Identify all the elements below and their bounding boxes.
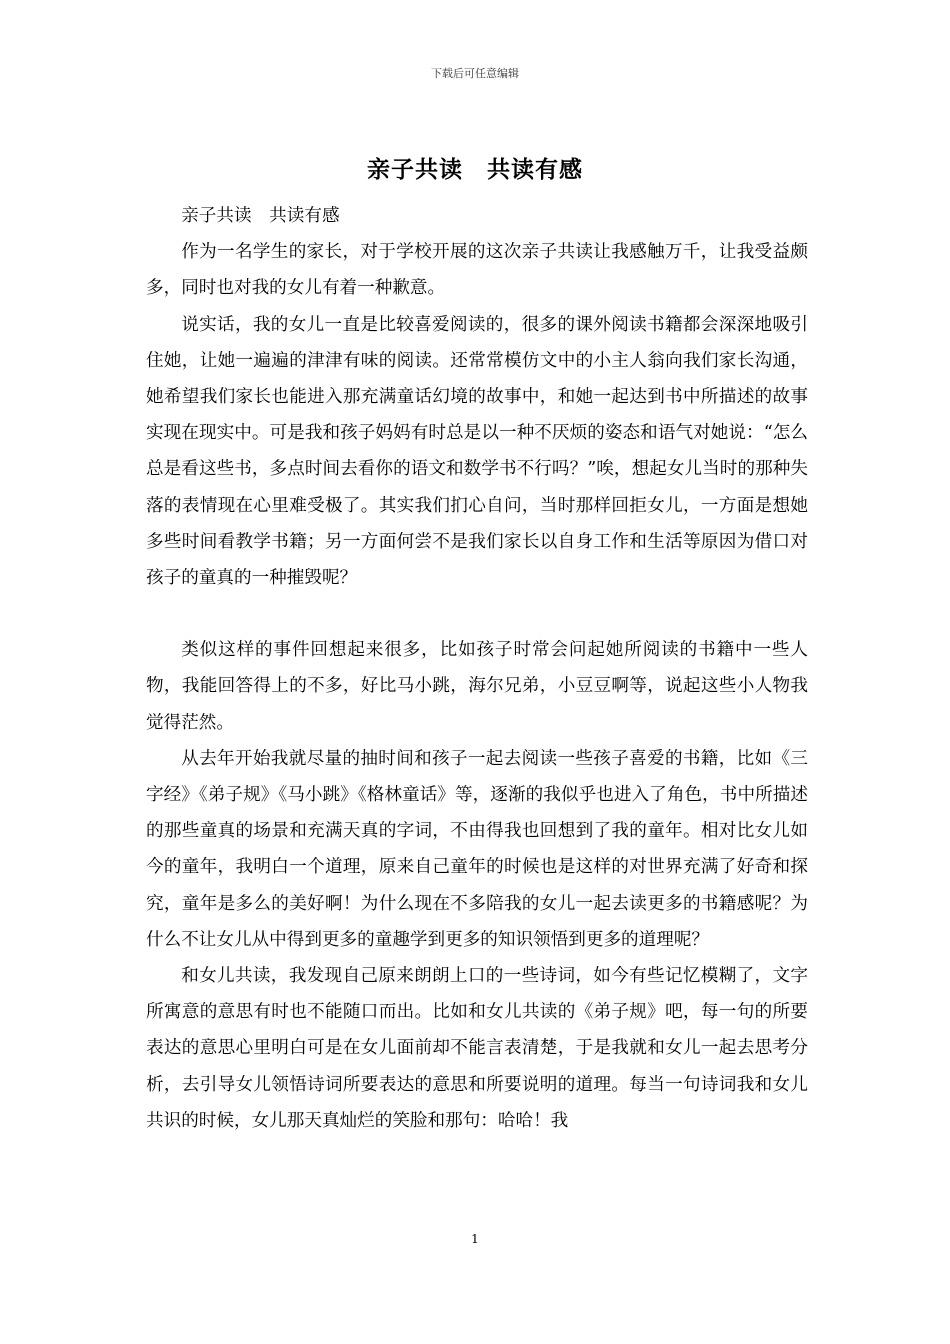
paragraph: 类似这样的事件回想起来很多，比如孩子时常会问起她所阅读的书籍中一些人物，我能回答得上的不多，好比马小跳，海尔兄弟，小豆豆啊等，说起这些小人物我觉得茫然。 <box>146 640 808 733</box>
paragraph: 作为一名学生的家长，对于学校开展的这次亲子共读让我感触万千，让我受益颇多，同时也对我的女儿有着一种歉意。 <box>146 242 808 299</box>
paragraph: 和女儿共读，我发现自己原来朗朗上口的一些诗词，如今有些记忆模糊了，文字所寓意的意思有时也不能随口而出。比如和女儿共读的《弟子规》吧，每一句的所要表达的意思心里明白可是在女儿面前却不能言表清楚，于是我就和女儿一起去思考分析，去引导女儿领悟诗词所要表达的意思和所要说明的道理。每当一句诗词我和女儿共识的时候，女儿那天真灿烂的笑脸和那句：哈哈！我 <box>146 966 808 1131</box>
document-title: 亲子共读 共读有感 <box>367 156 583 183</box>
page-header: 下载后可任意编辑 <box>431 67 519 80</box>
paragraph: 说实话，我的女儿一直是比较喜爱阅读的，很多的课外阅读书籍都会深深地吸引住她，让她一遍遍的津津有味的阅读。还常常模仿文中的小主人翁向我们家长沟通，她希望我们家长也能进入那充满童话幻境的故事中，和她一起达到书中所描述的故事实现在现实中。可是我和孩子妈妈有时总是以一种不厌烦的姿态和语气对她说：“怎么总是看这些书，多点时间去看你的语文和数学书不行吗？”唉，想起女儿当时的那种失落的表情现在心里难受极了。其实我们扪心自问，当时那样回拒女儿，一方面是想她多些时间看教学书籍；另一方面何尝不是我们家长以自身工作和生活等原因为借口对孩子的童真的一种摧毁呢？ <box>146 314 808 589</box>
paragraph-subtitle: 亲子共读 共读有感 <box>181 206 340 226</box>
document-body <box>146 198 808 1139</box>
paragraph: 从去年开始我就尽量的抽时间和孩子一起去阅读一些孩子喜爱的书籍，比如《三字经》《弟子规》《马小跳》《格林童话》等，逐渐的我似乎也进入了角色，书中所描述的那些童真的场景和充满天真的字词，不由得我也回想到了我的童年。相对比女儿如今的童年，我明白一个道理，原来自己童年的时候也是这样的对世界充满了好奇和探究，童年是多么的美好啊！为什么现在不多陪我的女儿一起去读更多的书籍感呢？为什么不让女儿从中得到更多的童趣学到更多的知识领悟到更多的道理呢？ <box>146 748 808 950</box>
page-number: 1 <box>471 1232 479 1246</box>
